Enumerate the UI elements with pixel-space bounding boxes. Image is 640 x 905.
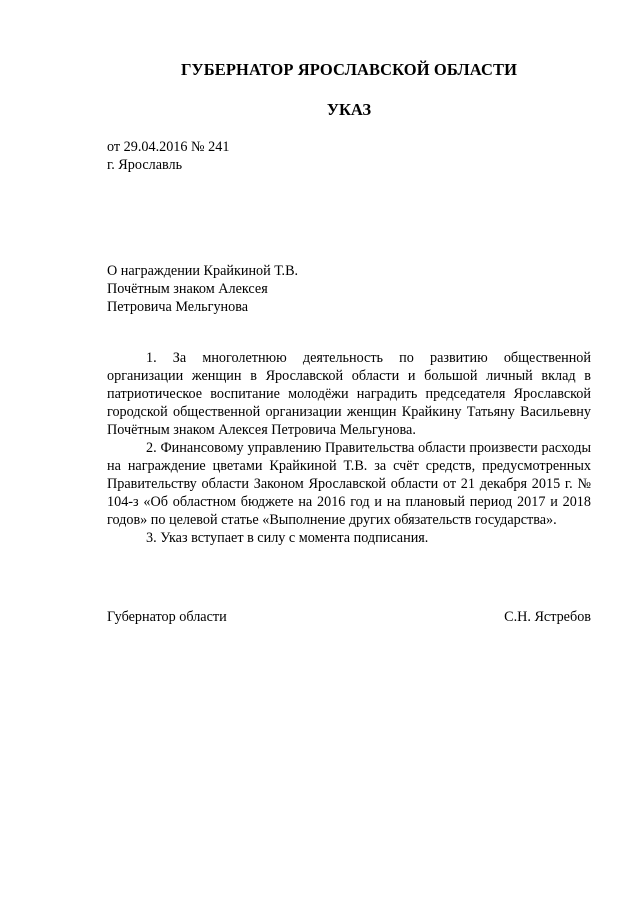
date-and-number: от 29.04.2016 № 241 xyxy=(107,139,230,155)
body-paragraph-2: 2. Финансовому управлению Правительства области произвести расходы на награждение цветами Крайкиной Т.В. за счёт средств, предусмотренных Правительству области Законом Ярославской области от 21 декабря 2015 г. № 104-з «Об областном бюджете на 2016 год и на плановый период 2017 и 2018 годов» по целевой статье «Выполнение других обязательств государства». xyxy=(107,440,591,528)
document-body xyxy=(107,349,591,547)
subject-line: О награждении Крайкиной Т.В. xyxy=(107,263,299,279)
issue-city: г. Ярославль xyxy=(107,157,183,173)
document-type-heading: УКАЗ xyxy=(326,100,372,119)
document-meta xyxy=(107,138,229,174)
subject-line: Почётным знаком Алексея xyxy=(107,281,268,297)
issuing-authority-title: ГУБЕРНАТОР ЯРОСЛАВСКОЙ ОБЛАСТИ xyxy=(180,60,518,79)
body-paragraph-3: 3. Указ вступает в силу с момента подписания. xyxy=(146,530,429,546)
body-paragraph-1: 1. За многолетнюю деятельность по развитию общественной организации женщин в Ярославской области и большой личный вклад в патриотическое воспитание молодёжи наградить председателя Ярославской городской общественной организации женщин Крайкину Татьяну Васильевну Почётным знаком Алексея Петровича Мельгунова. xyxy=(107,350,591,438)
signature-block xyxy=(107,608,591,626)
document-subject xyxy=(107,262,298,316)
signatory-name: С.Н. Ястребов xyxy=(504,609,591,625)
signatory-position: Губернатор области xyxy=(107,609,227,625)
subject-line: Петровича Мельгунова xyxy=(107,299,249,315)
